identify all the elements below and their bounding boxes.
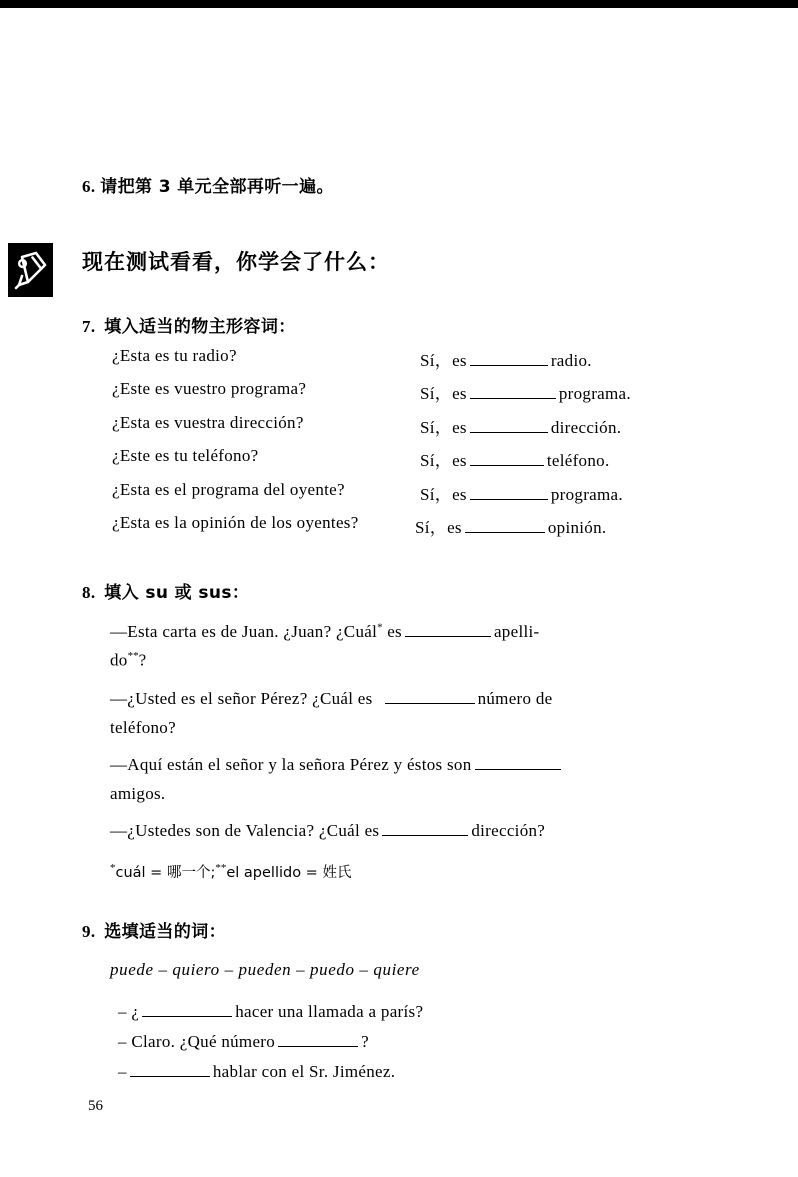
exercise-8-line-7 — [110, 819, 545, 841]
answer-blank[interactable] — [470, 382, 556, 399]
answer-prefix: Sí，es — [420, 384, 467, 403]
line-text: do — [110, 650, 128, 670]
exercise-8-line-6: amigos. — [110, 784, 166, 803]
answer-blank[interactable] — [465, 516, 545, 533]
exercise-9-line-1 — [118, 1000, 423, 1022]
line-text: —Aquí están el señor y la señora Pérez y éstos son — [110, 755, 472, 775]
banner-heading: 现在测试看看，你学会了什么： — [82, 250, 390, 274]
exercise-8-line-5 — [110, 753, 564, 775]
footnote-text: el apellido = 姓氏 — [226, 865, 352, 881]
answer-blank[interactable] — [130, 1060, 210, 1077]
exercise-7-answer — [420, 480, 623, 505]
footnote-marker: * — [377, 621, 383, 634]
exercise-8-heading-text: 填入 su 或 sus： — [104, 583, 250, 603]
line-text: número de — [477, 689, 553, 709]
exercise-7-answer — [420, 379, 631, 404]
exercise-8-line-1 — [110, 620, 539, 642]
exercise-8-line-3 — [110, 687, 553, 709]
answer-prefix: Sí，es — [420, 418, 467, 437]
line-text: ? — [361, 1032, 369, 1052]
exercise-7-question: ¿Este es vuestro programa? — [112, 379, 307, 398]
exercise-8-heading — [82, 578, 249, 603]
answer-suffix: radio. — [550, 351, 592, 370]
footnote-marker: ** — [215, 862, 227, 875]
answer-blank[interactable] — [385, 687, 475, 704]
answer-blank[interactable] — [142, 1000, 232, 1017]
answer-blank[interactable] — [470, 349, 548, 366]
answer-prefix: Sí，es — [415, 518, 462, 537]
scan-artifact-top-band — [0, 0, 798, 8]
exercise-7-question: ¿Esta es tu radio? — [112, 346, 237, 365]
exercise-7-question: ¿Esta es el programa del oyente? — [112, 480, 345, 499]
exercise-9-number: 9. — [82, 922, 96, 941]
item-6-text: 请把第 3 单元全部再听一遍。 — [100, 177, 334, 197]
line-text: ? — [138, 650, 147, 670]
page-number: 56 — [88, 1098, 103, 1114]
line-text: – — [118, 1062, 127, 1082]
answer-prefix: Sí，es — [420, 451, 467, 470]
answer-blank[interactable] — [278, 1030, 358, 1047]
exercise-7-answer — [420, 346, 592, 371]
line-text: dirección? — [471, 821, 546, 841]
exercise-8-line-2 — [110, 650, 146, 671]
exercise-7-answer — [415, 513, 606, 538]
exercise-8-footnote — [110, 861, 351, 882]
footnote-marker: ** — [127, 650, 139, 662]
line-text: apelli- — [493, 622, 540, 642]
exercise-7-question: ¿Este es tu teléfono? — [112, 446, 259, 465]
answer-prefix: Sí，es — [420, 351, 467, 370]
exercise-7-answer — [420, 413, 621, 438]
answer-blank[interactable] — [475, 753, 561, 770]
line-text: es — [387, 622, 402, 642]
answer-prefix: Sí，es — [420, 485, 467, 504]
exercise-7-question: ¿Esta es la opinión de los oyentes? — [112, 513, 359, 532]
line-text: – Claro. ¿Qué número — [118, 1032, 276, 1052]
line-text: —¿Usted es el señor Pérez? ¿Cuál es — [110, 689, 373, 709]
footnote-text: cuál = 哪一个; — [115, 865, 216, 881]
line-text: —Esta carta es de Juan. ¿Juan? ¿Cuál — [110, 622, 378, 642]
answer-blank[interactable] — [405, 620, 491, 637]
exercise-7-question: ¿Esta es vuestra dirección? — [112, 413, 304, 432]
exercise-7-answer — [420, 446, 610, 471]
exercise-9-heading — [82, 917, 226, 942]
answer-suffix: programa. — [550, 485, 623, 504]
line-text: —¿Ustedes son de Valencia? ¿Cuál es — [110, 821, 380, 841]
answer-suffix: programa. — [558, 384, 631, 403]
line-text: – ¿ — [118, 1002, 140, 1022]
answer-blank[interactable] — [470, 483, 548, 500]
exercise-7-number: 7. — [82, 317, 96, 336]
footnote-marker: * — [110, 862, 116, 875]
answer-suffix: dirección. — [550, 418, 622, 437]
item-6-line — [82, 172, 334, 197]
exercise-7-heading — [82, 312, 296, 337]
answer-blank[interactable] — [382, 819, 468, 836]
line-text: hacer una llamada a parís? — [235, 1002, 424, 1022]
exercise-9-line-2 — [118, 1030, 369, 1052]
exercise-9-line-3 — [118, 1060, 395, 1082]
answer-suffix: opinión. — [547, 518, 607, 537]
exercise-8-line-4: teléfono? — [110, 718, 176, 737]
exercise-9-heading-text: 选填适当的词： — [104, 922, 227, 942]
line-text: hablar con el Sr. Jiménez. — [212, 1062, 396, 1082]
pencil-icon — [8, 243, 53, 297]
answer-suffix: teléfono. — [546, 451, 610, 470]
exercise-7-heading-text: 填入适当的物主形容词： — [104, 317, 296, 337]
answer-blank[interactable] — [470, 416, 548, 433]
item-6-number: 6. — [82, 177, 96, 196]
exercise-9-word-bank: puede – quiero – pueden – puedo – quiere — [110, 960, 420, 979]
answer-blank[interactable] — [470, 449, 544, 466]
exercise-8-number: 8. — [82, 583, 96, 602]
